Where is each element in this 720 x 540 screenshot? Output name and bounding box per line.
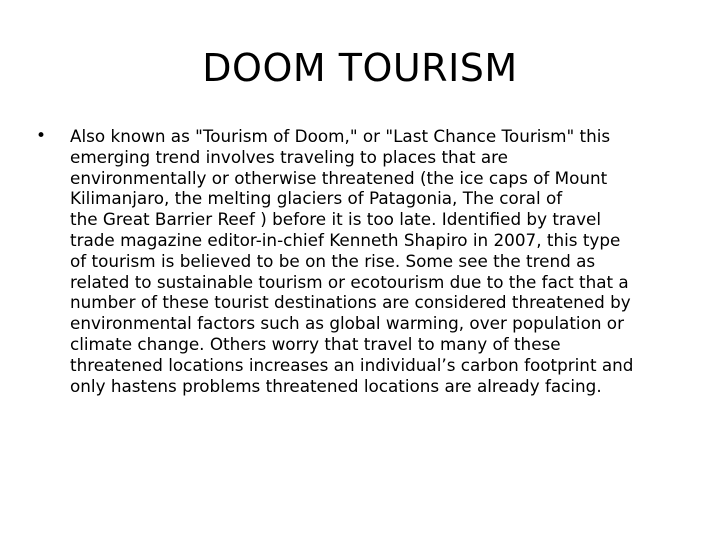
bullet-line-13: only hastens problems threatened locations are already facing.	[70, 375, 602, 396]
bullet-text	[70, 126, 686, 396]
slide-title: DOOM TOURISM	[202, 46, 518, 90]
bullet-line-10: environmental factors such as global warming, over population or	[70, 313, 624, 334]
bullet-item	[36, 126, 686, 396]
bullet-line-6: trade magazine editor-in-chief Kenneth Shapiro in 2007, this type	[70, 229, 621, 250]
bullet-line-8: related to sustainable tourism or ecotourism due to the fact that a	[70, 271, 629, 292]
bullet-line-12: threatened locations increases an individual’s carbon footprint and	[70, 354, 634, 375]
bullet-line-9: number of these tourist destinations are considered threatened by	[70, 292, 631, 313]
slide-body	[36, 126, 686, 396]
bullet-line-5: the Great Barrier Reef ) before it is too late. Identified by travel	[70, 209, 602, 230]
bullet-line-7: of tourism is believed to be on the rise. Some see the trend as	[70, 250, 596, 271]
bullet-line-4: Kilimanjaro, the melting glaciers of Patagonia, The coral of	[70, 188, 563, 209]
bullet-icon: •	[36, 126, 47, 146]
bullet-line-1: Also known as "Tourism of Doom," or "Last Chance Tourism" this	[70, 126, 611, 146]
bullet-line-3: environmentally or otherwise threatened (the ice caps of Mount	[70, 167, 608, 188]
bullet-line-2: emerging trend involves traveling to places that are	[70, 146, 509, 167]
bullet-line-11: climate change. Others worry that travel to many of these	[70, 333, 561, 354]
